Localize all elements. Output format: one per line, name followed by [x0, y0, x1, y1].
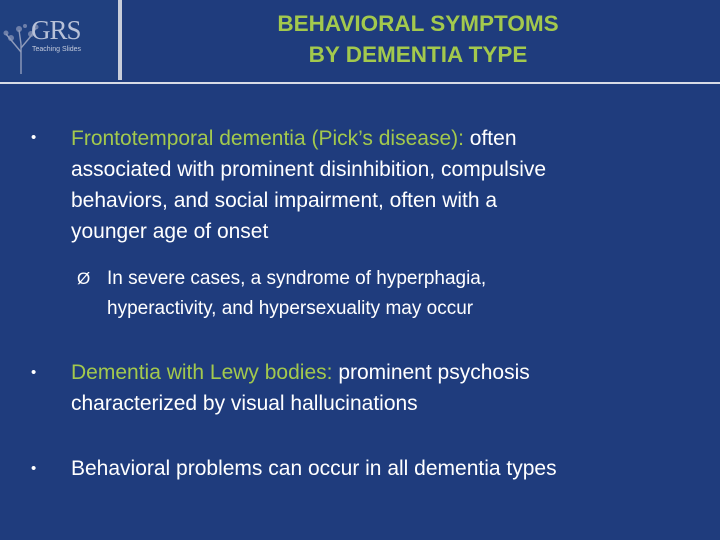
bullet-lewy-bodies — [71, 357, 711, 419]
sub-bullet-line: In severe cases, a syndrome of hyperphagia, — [107, 268, 487, 289]
bullet-line: characterized by visual hallucinations — [71, 392, 418, 415]
bullet-frontotemporal — [71, 123, 711, 247]
title-line-1: BEHAVIORAL SYMPTOMS — [277, 11, 559, 36]
arrow-bullet-icon: Ø — [77, 269, 91, 288]
sub-bullet-line: hyperactivity, and hypersexuality may occur — [107, 298, 474, 319]
logo-subtitle: Teaching Slides — [32, 46, 82, 53]
bullet-line: Behavioral problems can occur in all dementia types — [71, 457, 557, 480]
bullet-text: often — [469, 127, 517, 150]
slide-title — [120, 8, 716, 70]
bullet-text: prominent psychosis — [338, 361, 530, 384]
header-band — [0, 0, 720, 84]
logo — [0, 0, 122, 80]
bullet-line — [71, 123, 711, 154]
bullet-lead: Frontotemporal dementia (Pick’s disease): — [71, 127, 464, 150]
title-line-2: BY DEMENTIA TYPE — [308, 42, 528, 67]
bullet-line — [71, 357, 711, 388]
bullet-lead: Dementia with Lewy bodies: — [71, 361, 333, 384]
bullet-line: younger age of onset — [71, 220, 269, 243]
bullet-line: behaviors, and social impairment, often with a — [71, 189, 498, 212]
logo-text: GRS — [31, 15, 81, 45]
bullet-icon: • — [31, 129, 37, 146]
bullet-icon: • — [31, 364, 37, 381]
bullet-all-types — [71, 453, 711, 484]
sub-bullet-severe-cases — [107, 264, 707, 324]
bullet-icon: • — [31, 460, 37, 477]
bullet-line: associated with prominent disinhibition, compulsive — [71, 158, 547, 181]
